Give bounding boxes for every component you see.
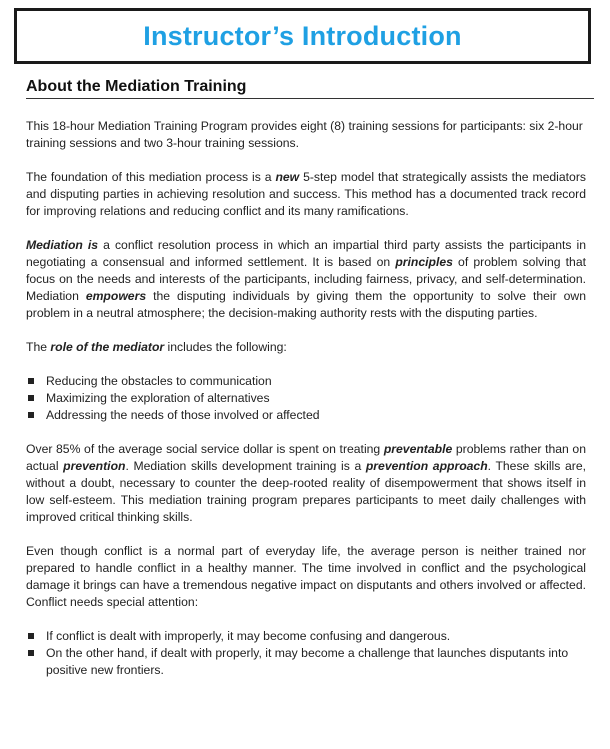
paragraph-program-overview: This 18-hour Mediation Training Program provides eight (8) training sessions for participants: six 2-hour training sessions and two 3-hour training sessions. <box>26 119 583 150</box>
list-item <box>26 373 586 390</box>
text-span: . Mediation skills development training is a <box>125 459 366 473</box>
text-span: 5-step model that strategically assists the mediators and disputing parties in achieving resolution and success. This method has a documented track record for improving relations and reducing conflict and its many ramifications. <box>26 170 586 218</box>
list-item-text: If conflict is dealt with improperly, it may become confusing and dangerous. <box>46 629 451 643</box>
paragraph-role-intro <box>26 339 586 356</box>
text-span: of problem solving that focus on the needs and interests of the participants, including fairness, privacy, and self-determination. Mediation <box>26 255 586 303</box>
title-banner <box>14 8 591 64</box>
list-item <box>26 407 586 424</box>
emphasis-preventable: preventable <box>383 442 453 456</box>
text-span: problems rather than on actual <box>26 442 586 473</box>
paragraph-prevention <box>26 441 586 526</box>
list-item-text: Maximizing the exploration of alternatives <box>46 391 270 405</box>
section-heading: About the Mediation Training <box>26 78 594 99</box>
page-title: Instructor’s Introduction <box>143 20 462 51</box>
text-span: . These skills are, without a doubt, necessary to counter the deep-rooted reality of disempowerment that shows itself in low self-esteem. This mediation training program prepares participants to meet daily challenges with improved critical thinking skills. <box>26 459 586 524</box>
conflict-list <box>26 628 586 679</box>
document-body <box>26 118 586 696</box>
emphasis-prevention-approach: prevention approach <box>365 459 488 473</box>
list-item <box>26 645 586 679</box>
list-item <box>26 390 586 407</box>
list-item-text: Addressing the needs of those involved or affected <box>46 408 320 422</box>
square-bullet-icon <box>28 378 34 384</box>
square-bullet-icon <box>28 633 34 639</box>
square-bullet-icon <box>28 412 34 418</box>
emphasis-principles: principles <box>395 255 453 269</box>
emphasis-new: new <box>275 170 300 184</box>
text-span: a conflict resolution process in which an impartial third party assists the participants in negotiating a consensual and informed settlement. It is based on <box>26 238 586 269</box>
emphasis-mediation-is: Mediation is <box>26 238 99 252</box>
paragraph-conflict: Even though conflict is a normal part of everyday life, the average person is neither trained nor prepared to handle conflict in a healthy manner. The time involved in conflict and the psychological damage it brings can have a tremendous negative impact on disputants and others involved or affected. Conflict needs special attention: <box>26 544 586 609</box>
emphasis-empowers: empowers <box>85 289 147 303</box>
text-span: Over 85% of the average social service dollar is spent on treating <box>26 442 384 456</box>
square-bullet-icon <box>28 395 34 401</box>
text-span: includes the following: <box>164 340 287 354</box>
emphasis-prevention: prevention <box>63 459 126 473</box>
paragraph-mediation-definition <box>26 237 586 322</box>
text-span: the disputing individuals by giving them the opportunity to solve their own problem in a neutral atmosphere; the decision-making authority rests with the disputing parties. <box>26 289 586 320</box>
square-bullet-icon <box>28 650 34 656</box>
list-item <box>26 628 586 645</box>
role-list <box>26 373 586 424</box>
list-item-text: On the other hand, if dealt with properly, it may become a challenge that launches disputants into positive new frontiers. <box>46 646 569 677</box>
paragraph-foundation <box>26 169 586 220</box>
list-item-text: Reducing the obstacles to communication <box>46 374 272 388</box>
text-span: The foundation of this mediation process is a <box>26 170 276 184</box>
text-span: The <box>26 340 51 354</box>
emphasis-role-of-mediator: role of the mediator <box>50 340 165 354</box>
